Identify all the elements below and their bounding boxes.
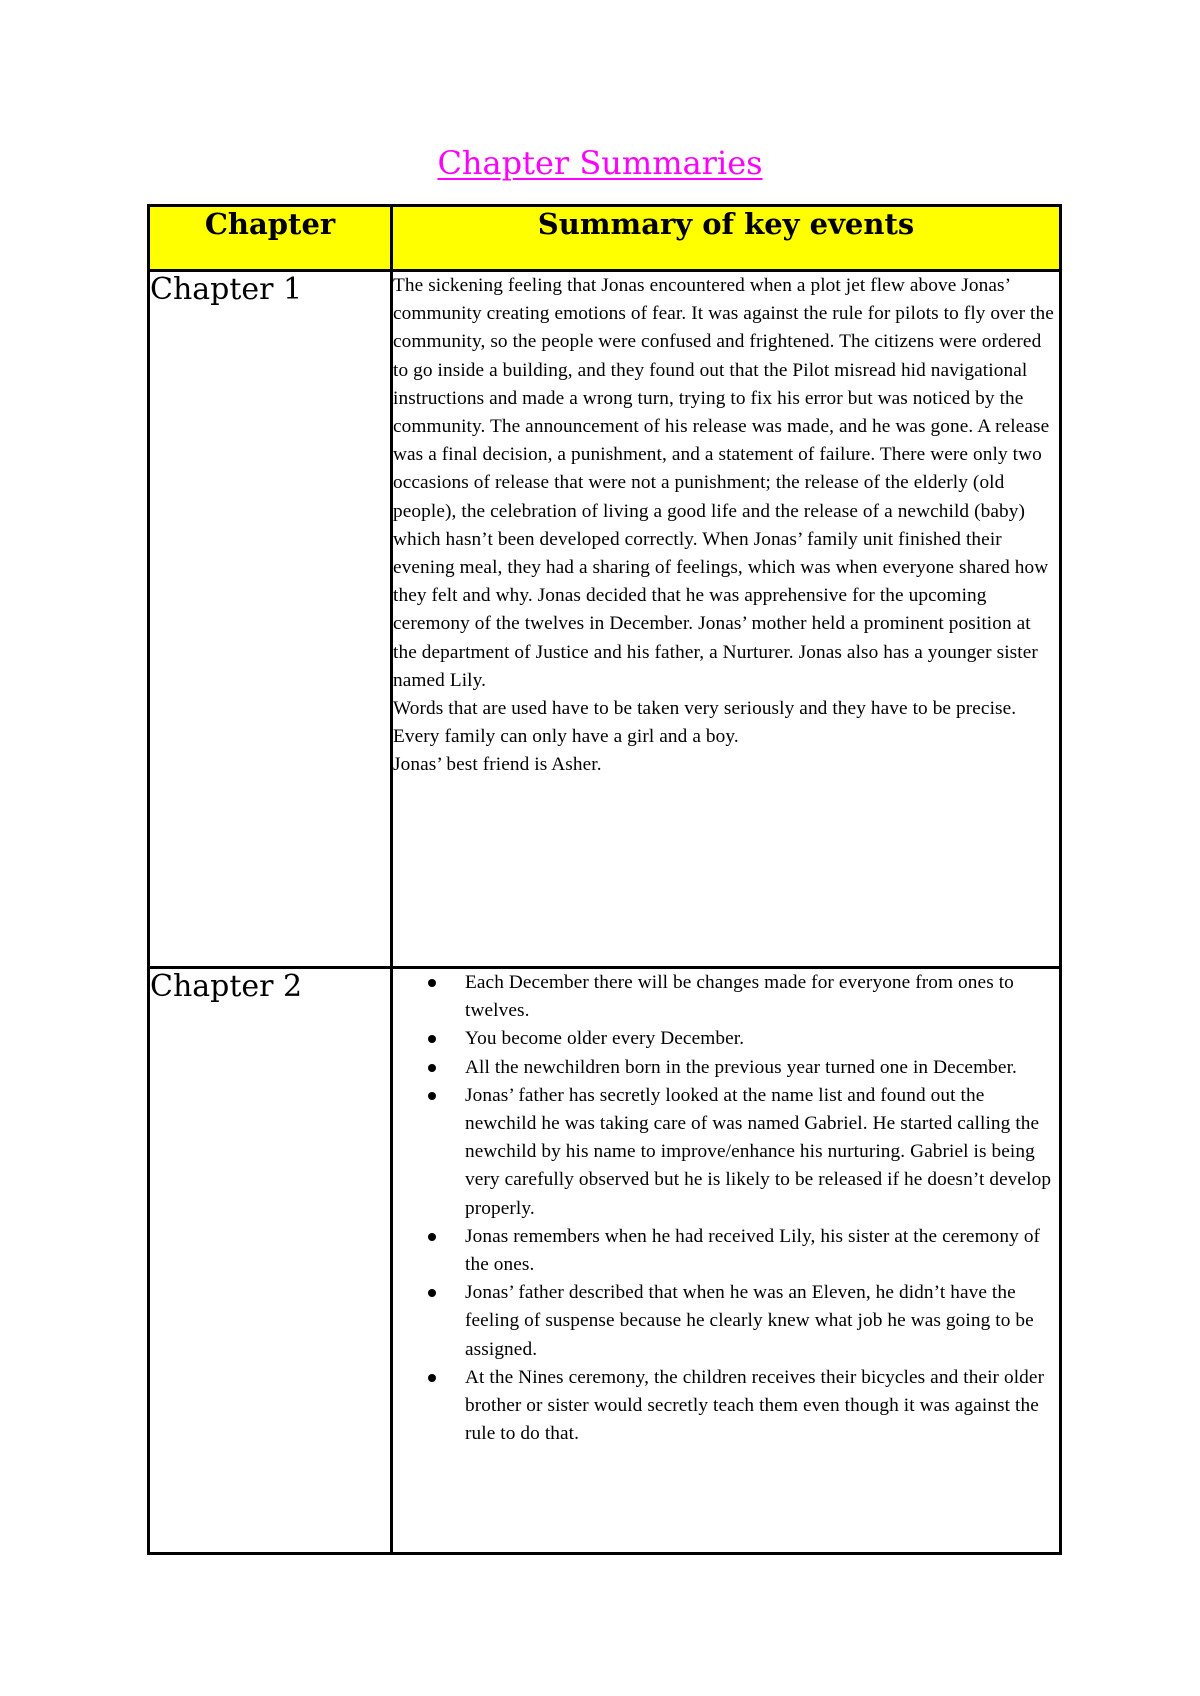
list-item-text: All the newchildren born in the previous year turned one in December. — [465, 1056, 1017, 1078]
list-item-text: Jonas’ father has secretly looked at the name list and found out the newchild he was taking care of was named Gabriel. He started calling the newchild by his name to improve/enhance his nurturing. Gabriel is being very carefully observed but he is likely to be released if he doesn’t develop properly. — [465, 1084, 1052, 1219]
chapter-2-summary — [392, 968, 1061, 1554]
list-item — [465, 1025, 1059, 1053]
chapter-1-label: Chapter 1 — [149, 271, 392, 968]
list-item-text: At the Nines ceremony, the children receives their bicycles and their older brother or sister would secretly teach them even though it was against the rule to do that. — [465, 1366, 1045, 1445]
table-row-chapter-2 — [149, 968, 1061, 1554]
bullet-icon — [428, 979, 436, 987]
list-item — [465, 1082, 1059, 1223]
chapter-1-paragraph: The sickening feeling that Jonas encountered when a plot jet flew above Jonas’ community creating emotions of fear. It was against the rule for pilots to fly over the community, so the people were confused and frightened. The citizens were ordered to go inside a building, and they found out that the Pilot misread hid navigational instructions and made a wrong turn, trying to fix his error but was noticed by the community. The announcement of his release was made, and he was gone. A release was a final decision, a punishment, and a statement of failure. There were only two occasions of release that were not a punishment; the release of the elderly (old people), the celebration of living a good life and the release of a newchild (baby) which hasn’t been developed correctly. When Jonas’ family unit finished their evening meal, they had a sharing of feelings, which was when everyone shared how they felt and why. Jonas decided that he was apprehensive for the upcoming ceremony of the twelves in December. Jonas’ mother held a prominent position at the department of Justice and his father, a Nurturer. Jonas also has a younger sister named Lily. — [393, 275, 1054, 691]
bullet-icon — [428, 1092, 436, 1100]
bullet-icon — [428, 1233, 436, 1241]
bullet-icon — [428, 1035, 436, 1043]
table-header-row — [149, 206, 1061, 271]
bullet-icon — [428, 1289, 436, 1297]
chapter-column-header: Chapter — [149, 206, 392, 271]
chapter-summary-table — [147, 204, 1062, 1555]
list-item — [465, 1364, 1059, 1449]
list-item — [465, 1054, 1059, 1082]
chapter-1-paragraph: Words that are used have to be taken very seriously and they have to be precise. — [393, 698, 1017, 720]
list-item-text: Each December there will be changes made for everyone from ones to twelves. — [465, 972, 1014, 1022]
chapter-1-summary — [392, 271, 1061, 968]
bullet-icon — [428, 1064, 436, 1072]
chapter-2-label: Chapter 2 — [149, 968, 392, 1554]
list-item — [465, 969, 1059, 1025]
list-item — [465, 1223, 1059, 1279]
list-item-text: You become older every December. — [465, 1028, 745, 1050]
chapter-1-paragraph: Jonas’ best friend is Asher. — [393, 754, 602, 776]
table-row-chapter-1 — [149, 271, 1061, 968]
summary-column-header: Summary of key events — [392, 206, 1061, 271]
chapter-2-bullet-list — [393, 969, 1059, 1448]
list-item-text: Jonas’ father described that when he was an Eleven, he didn’t have the feeling of suspense because he clearly knew what job he was going to be assigned. — [465, 1282, 1034, 1360]
page-title: Chapter Summaries — [437, 144, 763, 182]
list-item-text: Jonas remembers when he had received Lily, his sister at the ceremony of the ones. — [465, 1225, 1041, 1276]
bullet-icon — [428, 1374, 436, 1382]
chapter-1-paragraph: Every family can only have a girl and a boy. — [393, 726, 739, 748]
list-item — [465, 1279, 1059, 1364]
